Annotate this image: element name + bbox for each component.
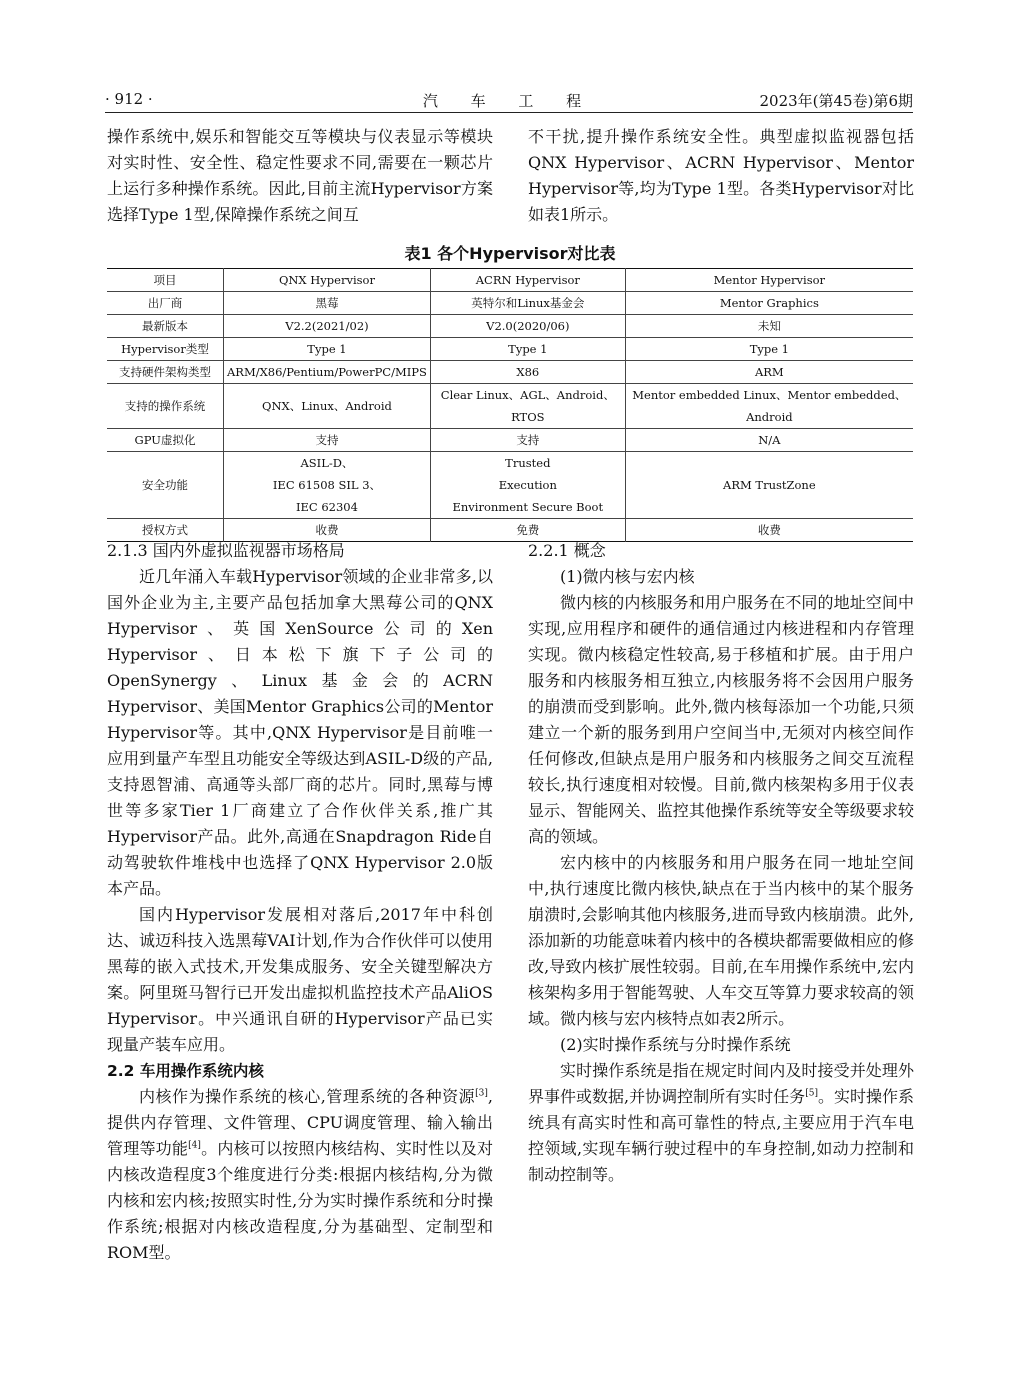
table-cell: Type 1 — [224, 338, 431, 361]
table-cell: 免费 — [430, 519, 625, 542]
table-cell: ARM TrustZone — [625, 452, 913, 519]
table-row-safety — [107, 452, 913, 519]
table-cell: Type 1 — [625, 338, 913, 361]
section-title-2-2-1: 2.2.1 概念 — [528, 541, 606, 560]
table-header-row — [107, 269, 913, 292]
text-run: 。内核可以按照内核结构、实时性以及对内核改造程度3个维度进行分类:根据内核结构,分为微内核和宏内核;按照实时性,分为实时操作系统和分时操作系统;根据对内核改造程度,分为基础型、定制型和ROM型。 — [107, 1139, 493, 1262]
journal-name: 汽 车 工 程 — [422, 92, 596, 110]
table-cell: 出厂商 — [107, 292, 224, 315]
table-cell: 安全功能 — [107, 452, 224, 519]
table-cell: 项目 — [107, 269, 224, 292]
table-cell: 黑莓 — [224, 292, 431, 315]
table-cell: 支持硬件架构类型 — [107, 361, 224, 384]
page-number: · 912 · — [105, 90, 153, 108]
section-title-2-2: 2.2 车用操作系统内核 — [107, 1062, 264, 1080]
hypervisor-comparison-table — [107, 268, 913, 542]
table-cell: X86 — [430, 361, 625, 384]
table-cell: 最新版本 — [107, 315, 224, 338]
paragraph — [528, 1058, 914, 1188]
text-run: 实时操作系统是指在规定时间内及时接受并处理外界事件或数据,并协调控制所有实时任务 — [528, 1061, 914, 1106]
paragraph: 近几年涌入车载Hypervisor领域的企业非常多,以国外企业为主,主要产品包括加拿大黑莓公司的QNX Hypervisor、英国XenSource公司的Xen Hypervisor、日本松下旗下子公司的OpenSynergy、Linux基金会的ACRN Hypervisor、美国Mentor Graphics公司的Mentor Hypervisor等。其中,QNX Hypervisor是目前唯一应用到量产车型且功能安全等级达到ASIL-D级的产品,支持恩智浦、高通等头部厂商的芯片。同时,黑莓与博世等多家Tier 1厂商建立了合作伙伴关系,推广其Hypervisor产品。此外,高通在Snapdragon Ride自动驾驶软件堆栈中也选择了QNX Hypervisor 2.0版本产品。 — [107, 567, 493, 898]
table-cell: 支持 — [430, 429, 625, 452]
table-cell: 支持 — [224, 429, 431, 452]
paragraph: 宏内核中的内核服务和用户服务在同一地址空间中,执行速度比微内核快,缺点在于当内核中的某个服务崩溃时,会影响其他内核服务,进而导致内核崩溃。此外,添加新的功能意味着内核中的各模块都需要做相应的修改,导致内核扩展性较弱。目前,在车用操作系统中,宏内核架构多用于智能驾驶、人车交互等算力要求较高的领域。微内核与宏内核特点如表2所示。 — [528, 853, 914, 1028]
table-cell: Mentor Hypervisor — [625, 269, 913, 292]
table-cell: 英特尔和Linux基金会 — [430, 292, 625, 315]
issue-info: 2023年(第45卷)第6期 — [759, 92, 913, 110]
citation: [5] — [805, 1088, 818, 1099]
cell-line: Environment Secure Boot — [452, 500, 604, 514]
cell-line: ASIL-D、 — [300, 456, 354, 470]
running-header — [105, 90, 913, 113]
subheading: (1)微内核与宏内核 — [560, 567, 695, 586]
table-row — [107, 292, 913, 315]
left-column — [107, 538, 493, 1266]
table-cell: ARM — [625, 361, 913, 384]
table-cell: Mentor embedded Linux、Mentor embedded、Android — [625, 384, 913, 429]
cell-line: IEC 61508 SIL 3、 — [272, 478, 382, 492]
paragraph: 操作系统中,娱乐和智能交互等模块与仪表显示等模块对实时性、安全性、稳定性要求不同,需要在一颗芯片上运行多种操作系统。因此,目前主流Hypervisor方案选择Type 1型,保障操作系统之间互 — [107, 127, 493, 224]
paragraph — [107, 1084, 493, 1266]
table-cell: 授权方式 — [107, 519, 224, 542]
table-cell: Mentor Graphics — [625, 292, 913, 315]
table-cell: N/A — [625, 429, 913, 452]
table-cell: QNX Hypervisor — [224, 269, 431, 292]
top-left-text — [107, 124, 493, 228]
table-cell: Type 1 — [430, 338, 625, 361]
table-row — [107, 338, 913, 361]
text-run: 。实时操作系统具有高实时性和高可靠性的特点,主要应用于汽车电控领域,实现车辆行驶过程中的车身控制,如动力控制和制动控制等。 — [528, 1087, 914, 1184]
table-cell: ACRN Hypervisor — [430, 269, 625, 292]
table-cell: Clear Linux、AGL、Android、RTOS — [430, 384, 625, 429]
top-right-text — [528, 124, 914, 228]
table-cell — [430, 452, 625, 519]
table-cell: V2.0(2020/06) — [430, 315, 625, 338]
citation: [3] — [475, 1088, 488, 1099]
right-column — [528, 538, 914, 1188]
table-cell: 收费 — [625, 519, 913, 542]
table-cell: 未知 — [625, 315, 913, 338]
paragraph: 微内核的内核服务和用户服务在不同的地址空间中实现,应用程序和硬件的通信通过内核进程和内存管理实现。微内核稳定性较高,易于移植和扩展。由于用户服务和内核服务相互独立,内核服务将不会因用户服务的崩溃而受到影响。此外,微内核每添加一个功能,只须建立一个新的服务到用户空间当中,无须对内核空间作任何修改,但缺点是用户服务和内核服务之间交互流程较长,执行速度相对较慢。目前,微内核架构多用于仪表显示、智能网关、监控其他操作系统等安全等级要求较高的领域。 — [528, 593, 914, 846]
table-row — [107, 384, 913, 429]
text-run: 内核作为操作系统的核心,管理系统的各种资源 — [139, 1087, 476, 1106]
table-row — [107, 429, 913, 452]
cell-line: Trusted — [505, 456, 551, 470]
table-row — [107, 315, 913, 338]
table-cell: QNX、Linux、Android — [224, 384, 431, 429]
cell-line: IEC 62304 — [295, 500, 358, 514]
section-title-2-1-3: 2.1.3 国内外虚拟监视器市场格局 — [107, 541, 345, 560]
table-cell: V2.2(2021/02) — [224, 315, 431, 338]
table-cell: 支持的操作系统 — [107, 384, 224, 429]
citation: [4] — [188, 1140, 201, 1151]
subheading: (2)实时操作系统与分时操作系统 — [560, 1035, 791, 1054]
table-cell — [224, 452, 431, 519]
table-cell: GPU虚拟化 — [107, 429, 224, 452]
table-cell: ARM/X86/Pentium/PowerPC/MIPS — [224, 361, 431, 384]
table-caption: 表1 各个Hypervisor对比表 — [404, 244, 616, 263]
table-cell: Hypervisor类型 — [107, 338, 224, 361]
cell-line: Execution — [498, 478, 557, 492]
paragraph: 不干扰,提升操作系统安全性。典型虚拟监视器包括 QNX Hypervisor、ACRN Hypervisor、Mentor Hypervisor等,均为Type 1型。各类Hypervisor对比如表1所示。 — [528, 127, 914, 224]
paragraph: 国内Hypervisor发展相对落后,2017年中科创达、诚迈科技入选黑莓VAI计划,作为合作伙伴可以使用黑莓的嵌入式技术,开发集成服务、安全关键型解决方案。阿里斑马智行已开发出虚拟机监控技术产品AliOS Hypervisor。中兴通讯自研的Hypervisor产品已实现量产装车应用。 — [107, 905, 493, 1054]
table-row — [107, 361, 913, 384]
text-run: ,提供内存管理、文件管理、CPU调度管理、输入输出管理等功能 — [107, 1087, 493, 1158]
table-cell: 收费 — [224, 519, 431, 542]
